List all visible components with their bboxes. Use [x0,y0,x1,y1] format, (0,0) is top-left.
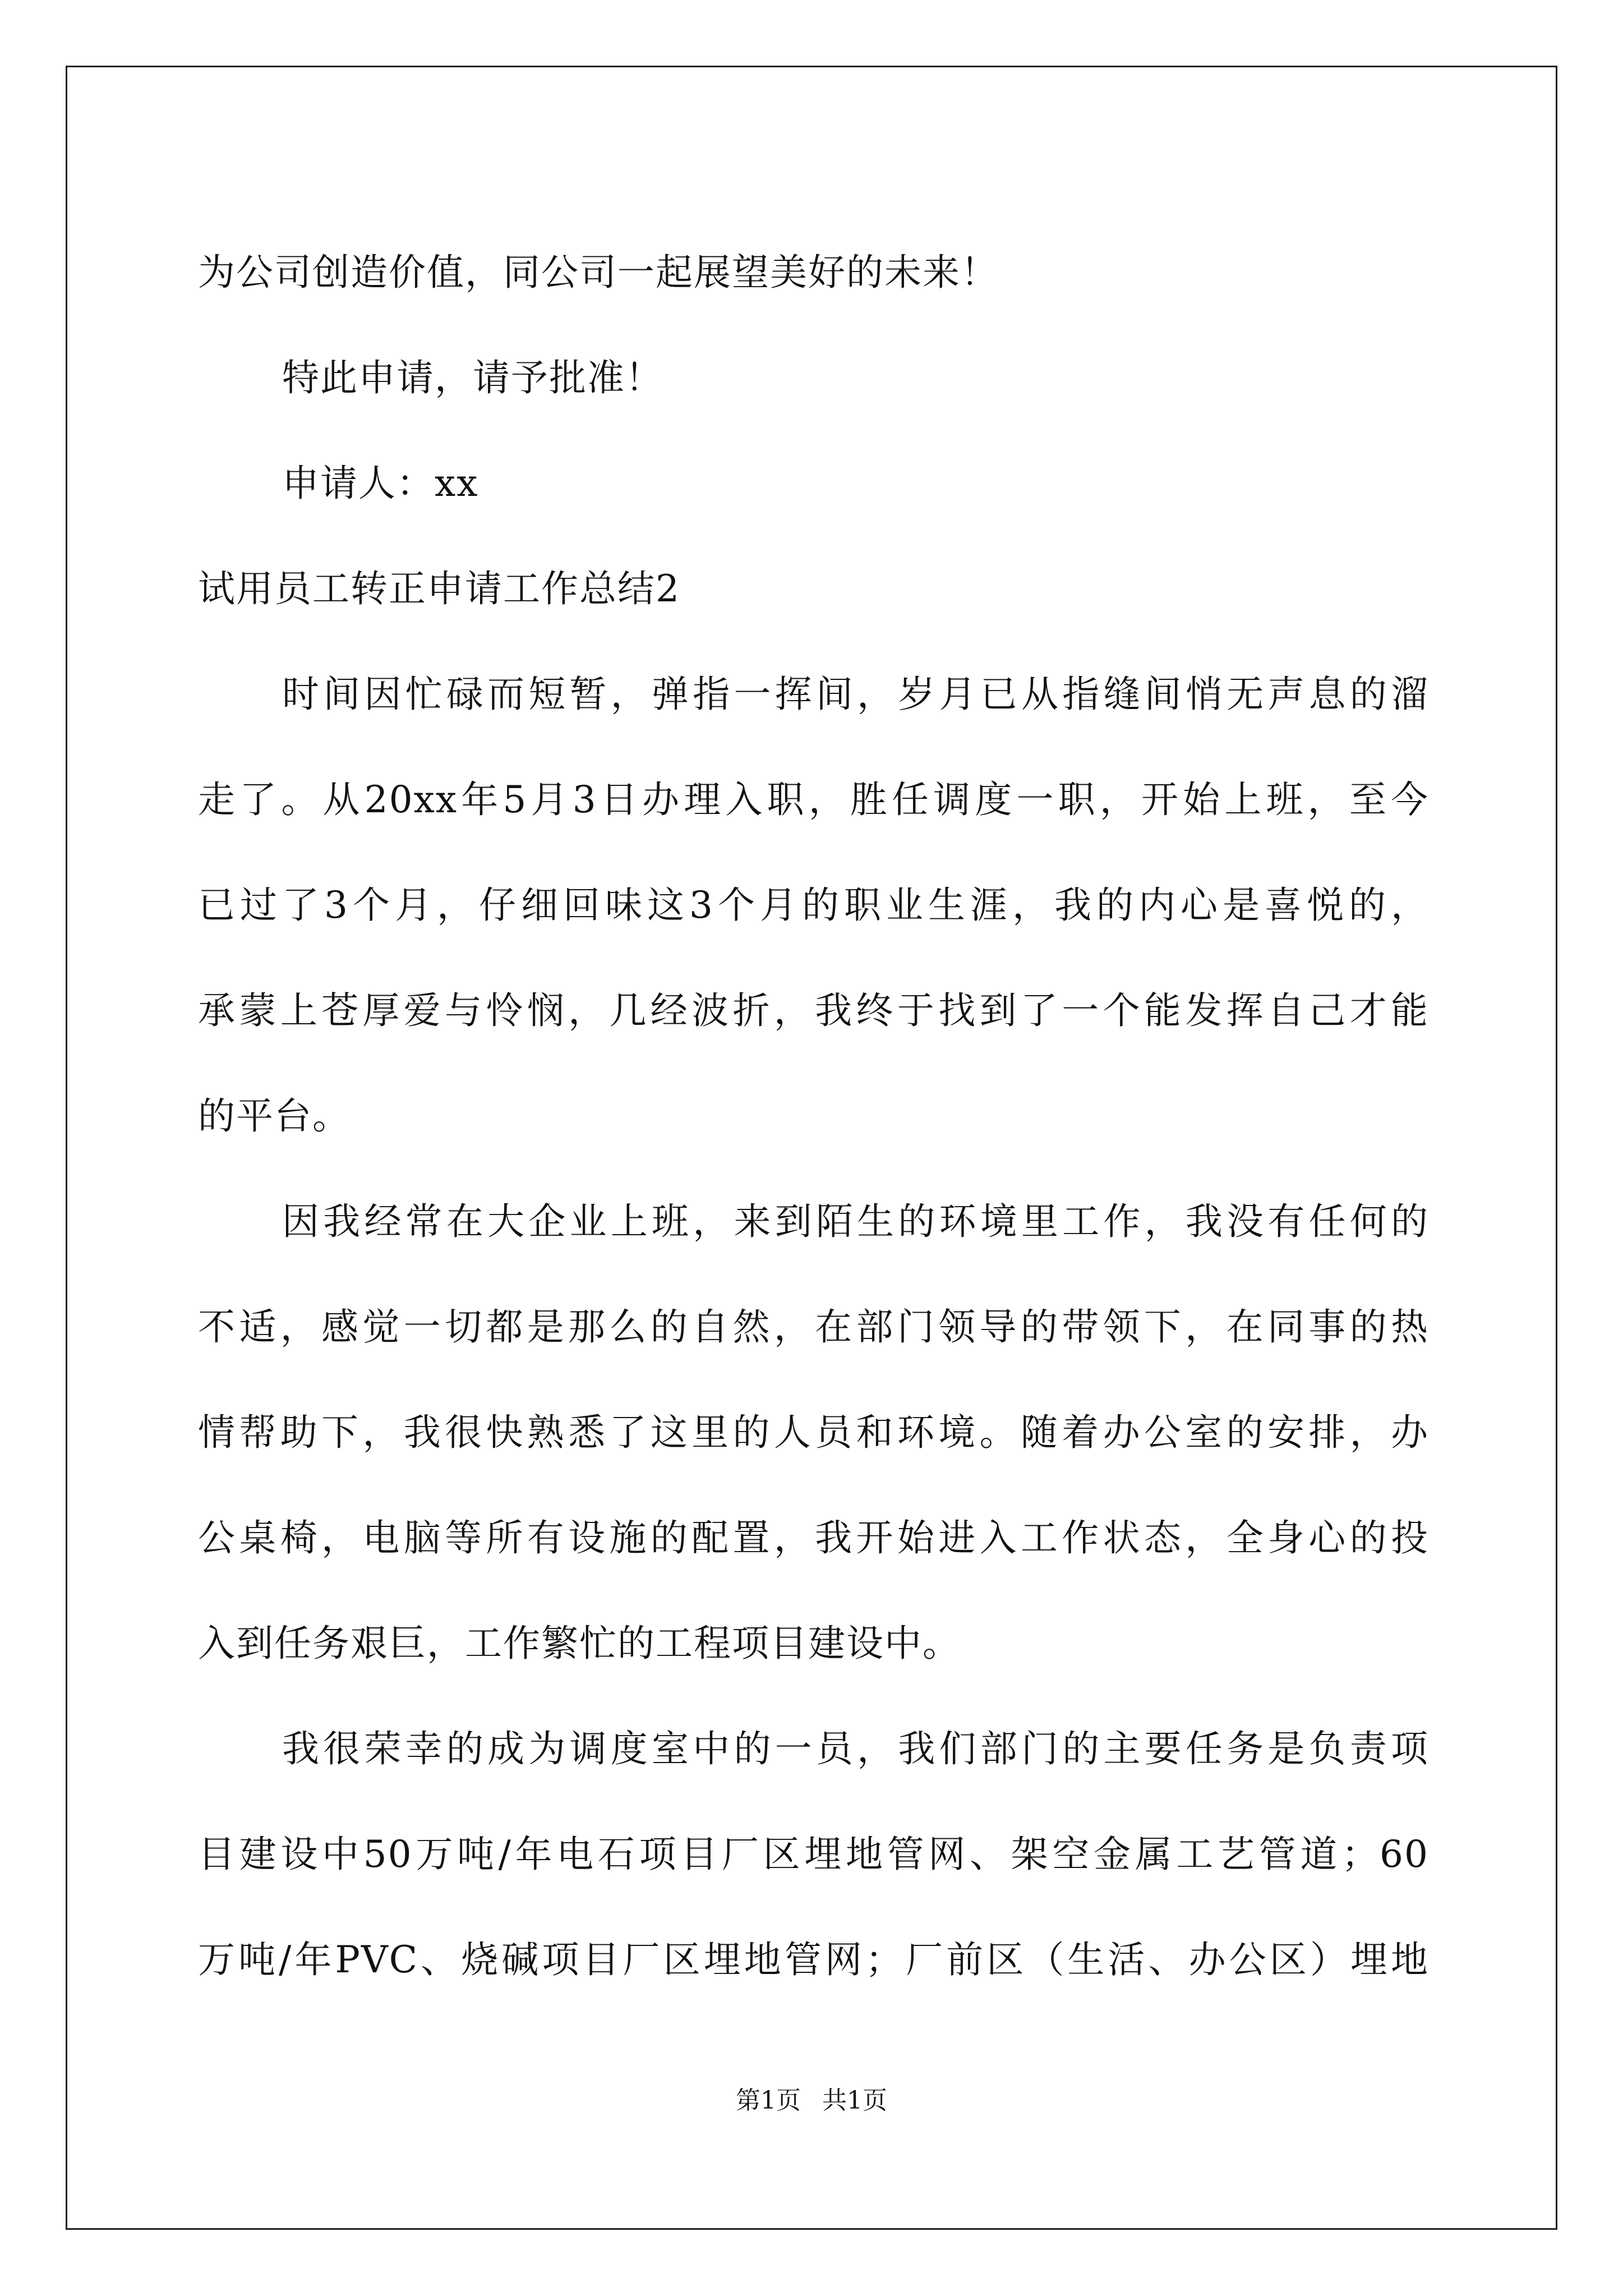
paragraph-line: 特此申请，请予批准！ [282,356,663,399]
signature-line: 申请人：xx [282,462,479,505]
paragraph-line: 目建设中50万吨/年电石项目厂区埋地管网、架空金属工艺管道；60 [198,1833,1429,1876]
section-heading: 试用员工转正申请工作总结2 [198,567,680,610]
paragraph-line: 承蒙上苍厚爱与怜悯，几经波折，我终于找到了一个能发挥自己才能 [198,989,1429,1032]
paragraph-line: 入到任务艰巨，工作繁忙的工程项目建设中。 [198,1622,961,1665]
page-number: 第1页 [736,2086,801,2115]
paragraph-line: 我很荣幸的成为调度室中的一员，我们部门的主要任务是负责项 [282,1727,1429,1770]
paragraph-line: 万吨/年PVC、烧碱项目厂区埋地管网；厂前区（生活、办公区）埋地 [198,1938,1429,1981]
paragraph-line: 走了。从20xx年5月3日办理入职，胜任调度一职，开始上班，至今 [198,778,1429,821]
paragraph-line: 公桌椅，电脑等所有设施的配置，我开始进入工作状态，全身心的投 [198,1516,1429,1559]
paragraph-line: 时间因忙碌而短暂，弹指一挥间，岁月已从指缝间悄无声息的溜 [282,673,1429,716]
paragraph-line: 因我经常在大企业上班，来到陌生的环境里工作，我没有任何的 [282,1200,1429,1243]
paragraph-line: 的平台。 [198,1094,351,1138]
paragraph-line: 情帮助下，我很快熟悉了这里的人员和环境。随着办公室的安排，办 [198,1411,1429,1454]
page-total: 共1页 [822,2086,887,2115]
page-footer [0,2084,1623,2118]
paragraph-line: 已过了3个月，仔细回味这3个月的职业生涯，我的内心是喜悦的， [198,884,1429,927]
paragraph-line: 为公司创造价值，同公司一起展望美好的未来！ [198,251,999,294]
paragraph-line: 不适，感觉一切都是那么的自然，在部门领导的带领下，在同事的热 [198,1305,1429,1349]
document-body [198,220,1429,2013]
